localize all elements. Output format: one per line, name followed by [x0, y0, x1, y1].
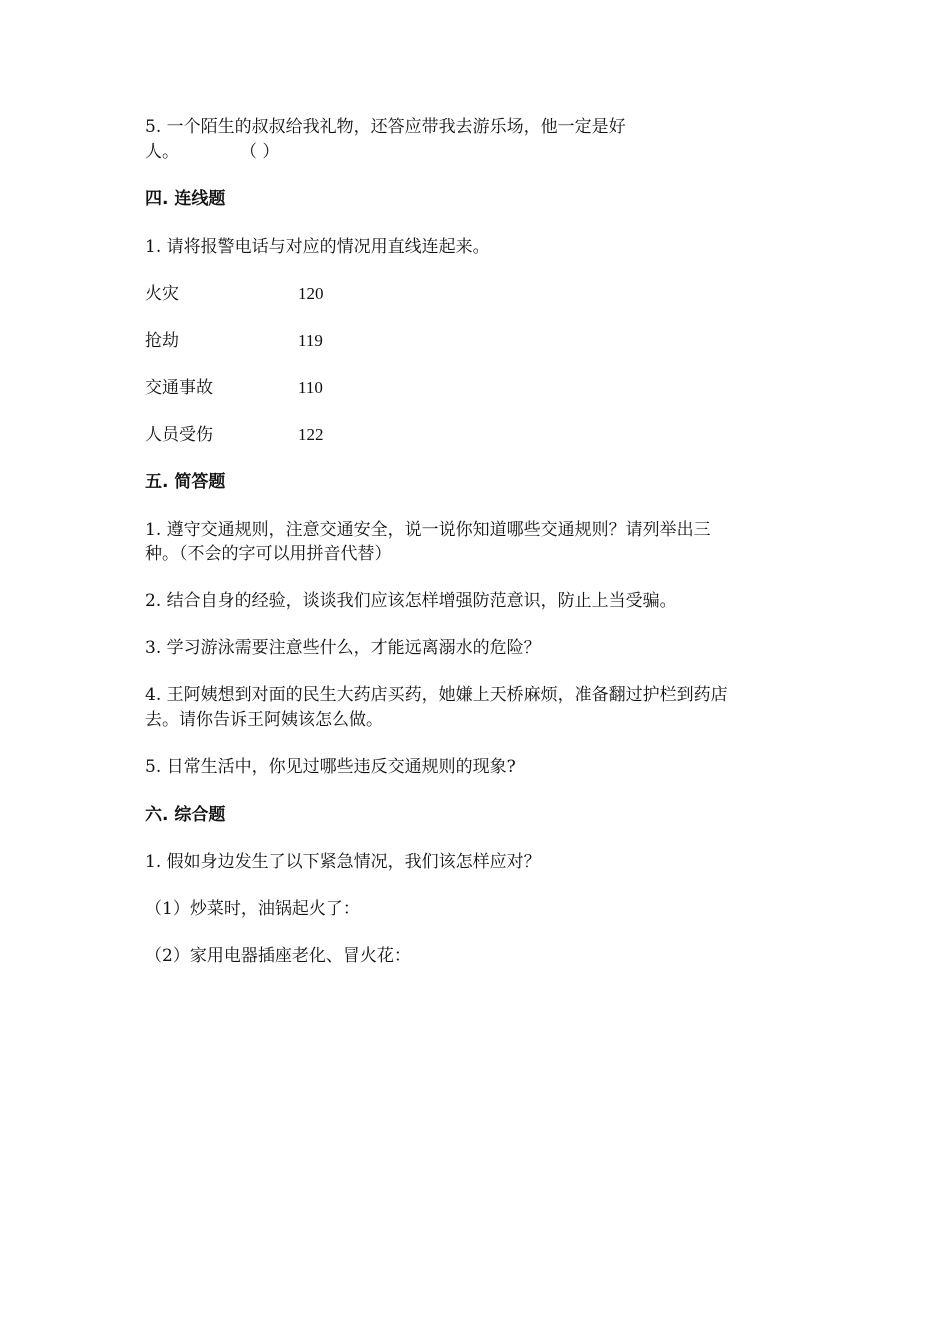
match-left-item[interactable]: 抢劫	[145, 331, 179, 351]
section-6-sub-question-1: （1）炒菜时，油锅起火了：	[145, 899, 360, 919]
section-6-title: 六. 综合题	[145, 805, 226, 825]
section-5-question-3: 3. 学习游泳需要注意些什么，才能远离溺水的危险？	[145, 638, 541, 658]
match-right-item[interactable]: 110	[298, 378, 323, 397]
match-left-item[interactable]: 交通事故	[145, 378, 213, 398]
section-5-question-4-line1: 4. 王阿姨想到对面的民生大药店买药，她嫌上天桥麻烦，准备翻过护栏到药店	[145, 685, 728, 705]
section-6-question-1: 1. 假如身边发生了以下紧急情况，我们该怎样应对？	[145, 852, 541, 872]
answer-parentheses[interactable]: （ ）	[240, 142, 280, 162]
section-5-question-2: 2. 结合自身的经验，谈谈我们应该怎样增强防范意识，防止上当受骗。	[145, 591, 677, 611]
section-5-title: 五. 简答题	[145, 472, 226, 492]
question-5-line2	[145, 141, 179, 163]
section-4-title: 四. 连线题	[145, 189, 226, 209]
section-4-question-1: 1. 请将报警电话与对应的情况用直线连起来。	[145, 237, 490, 257]
match-left-item[interactable]: 火灾	[145, 284, 179, 304]
section-5-question-4-line2: 去。请你告诉王阿姨该怎么做。	[145, 710, 383, 730]
match-left-item[interactable]: 人员受伤	[145, 425, 213, 445]
question-5-line1: 5. 一个陌生的叔叔给我礼物，还答应带我去游乐场，他一定是好	[145, 117, 626, 137]
section-5-question-1-line1: 1. 遵守交通规则，注意交通安全，说一说你知道哪些交通规则？请列举出三	[145, 520, 711, 540]
match-right-item[interactable]: 120	[298, 284, 324, 303]
section-5-question-5: 5. 日常生活中，你见过哪些违反交通规则的现象?	[145, 757, 516, 777]
section-6-sub-question-2: （2）家用电器插座老化、冒火花：	[145, 946, 411, 966]
section-5-question-1-line2: 种。（不会的字可以用拼音代替）	[145, 544, 392, 564]
match-right-item[interactable]: 122	[298, 425, 324, 444]
question-5-line2-text: 人。	[145, 142, 179, 162]
match-right-item[interactable]: 119	[298, 331, 323, 350]
